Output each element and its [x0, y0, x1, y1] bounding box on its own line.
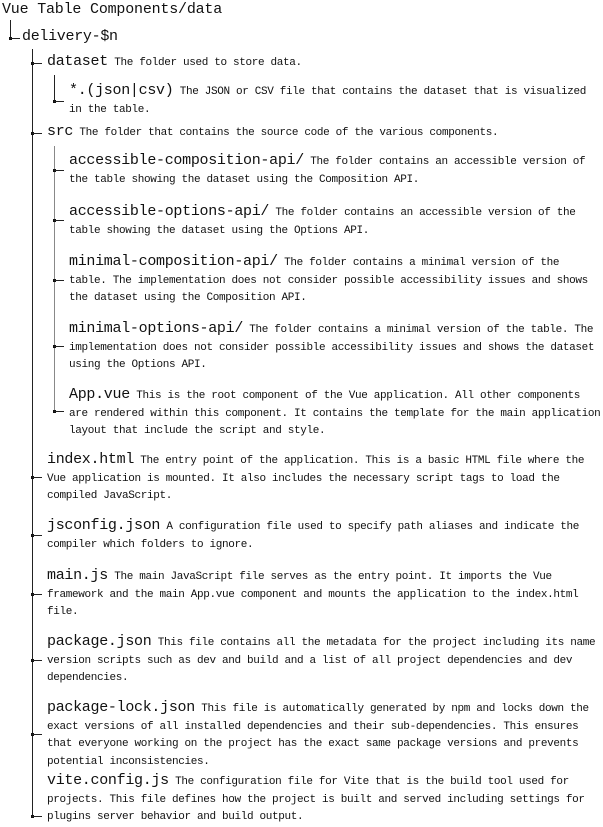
tree-node-index-html[interactable] [47, 451, 597, 506]
node-description: The folder contains a minimal version of the table. The implementation does not consider possible accessibility issues and shows the dataset using the Options API. [69, 324, 595, 371]
node-name: src [47, 123, 74, 140]
node-description: The folder contains a minimal version of the table. The implementation does not consider possible accessibility issues and shows the dataset using the Composition API. [69, 257, 588, 304]
tree-line [54, 220, 64, 221]
tree-node-accessible-composition-api[interactable] [69, 152, 599, 189]
tree-line [32, 477, 42, 478]
node-name: jsconfig.json [47, 517, 161, 534]
node-name: package-lock.json [47, 699, 195, 716]
tree-node-delivery[interactable] [22, 28, 118, 48]
node-description: The main JavaScript file serves as the entry point. It imports the Vue framework and the main App.vue component and mounts the application to the index.html file. [47, 571, 579, 618]
tree-line [54, 101, 64, 102]
tree-node-accessible-options-api[interactable] [69, 203, 602, 240]
node-description: A configuration file used to specify path aliases and indicate the compiler which folders to ignore. [47, 521, 579, 551]
tree-line [32, 660, 42, 661]
tree-node-vite-config-js[interactable] [47, 772, 601, 827]
node-description: The entry point of the application. This is a basic HTML file where the Vue application is mounted. It also includes the necessary script tags to load the compiled JavaScript. [47, 455, 585, 502]
tree-node-package-json[interactable] [47, 633, 597, 688]
root-title: Vue Table Components/data [2, 1, 223, 18]
tree-node-dataset[interactable] [47, 53, 597, 73]
tree-line [32, 594, 42, 595]
tree-node-main-js[interactable] [47, 567, 597, 622]
tree-node-src[interactable] [47, 123, 597, 143]
node-description: The folder used to store data. [114, 57, 302, 69]
node-name: vite.config.js [47, 772, 169, 789]
tree-node-minimal-composition-api[interactable] [69, 253, 599, 308]
node-description: The folder contains an accessible version of the table showing the dataset using the Options API. [69, 207, 576, 237]
node-description: The folder contains an accessible version of the table showing the dataset using the Composition API. [69, 156, 586, 186]
tree-line [32, 816, 42, 817]
node-description: This file contains all the metadata for the project including its name version scripts such as dev and build and a list of all project dependencies and dev dependencies. [47, 637, 596, 684]
tree-line [54, 75, 55, 101]
node-name: delivery-$n [22, 28, 118, 45]
tree-node-package-lock-json[interactable] [47, 699, 597, 771]
tree-line [54, 170, 64, 171]
tree-line [32, 734, 42, 735]
tree-line [32, 133, 42, 134]
node-name: index.html [47, 451, 135, 468]
tree-node-json-csv[interactable] [69, 82, 589, 119]
tree-node-minimal-options-api[interactable] [69, 320, 599, 375]
tree-line [32, 535, 42, 536]
node-name: package.json [47, 633, 152, 650]
tree-node-jsconfig-json[interactable] [47, 517, 597, 554]
node-name: *.(json|csv) [69, 82, 174, 99]
node-description: The folder that contains the source code of the various components. [79, 127, 499, 139]
node-name: accessible-composition-api/ [69, 152, 304, 169]
tree-line [10, 38, 20, 39]
tree-line [10, 20, 11, 38]
node-name: App.vue [69, 386, 130, 403]
tree-line [54, 280, 64, 281]
tree-node-app-vue[interactable] [69, 386, 602, 441]
tree-line [32, 63, 42, 64]
node-name: dataset [47, 53, 108, 70]
tree-line [54, 346, 64, 347]
node-description: The configuration file for Vite that is the build tool used for projects. This file defines how the project is built and served including settings for plugins server behavior and build output. [47, 776, 585, 823]
tree-line [54, 411, 64, 412]
node-description: This is the root component of the Vue application. All other components are rendered within this component. It contains the template for the main application layout that include the script and style. [69, 390, 601, 437]
node-name: main.js [47, 567, 108, 584]
node-description: The JSON or CSV file that contains the dataset that is visualized in the table. [69, 86, 587, 116]
node-description: This file is automatically generated by npm and locks down the exact versions of all installed dependencies and their sub-dependencies. This ensures that everyone working on the project has the exact same package versions and prevents potential inconsistencies. [47, 703, 589, 768]
tree-trunk [32, 49, 33, 817]
node-name: minimal-composition-api/ [69, 253, 278, 270]
node-name: minimal-options-api/ [69, 320, 244, 337]
node-name: accessible-options-api/ [69, 203, 270, 220]
